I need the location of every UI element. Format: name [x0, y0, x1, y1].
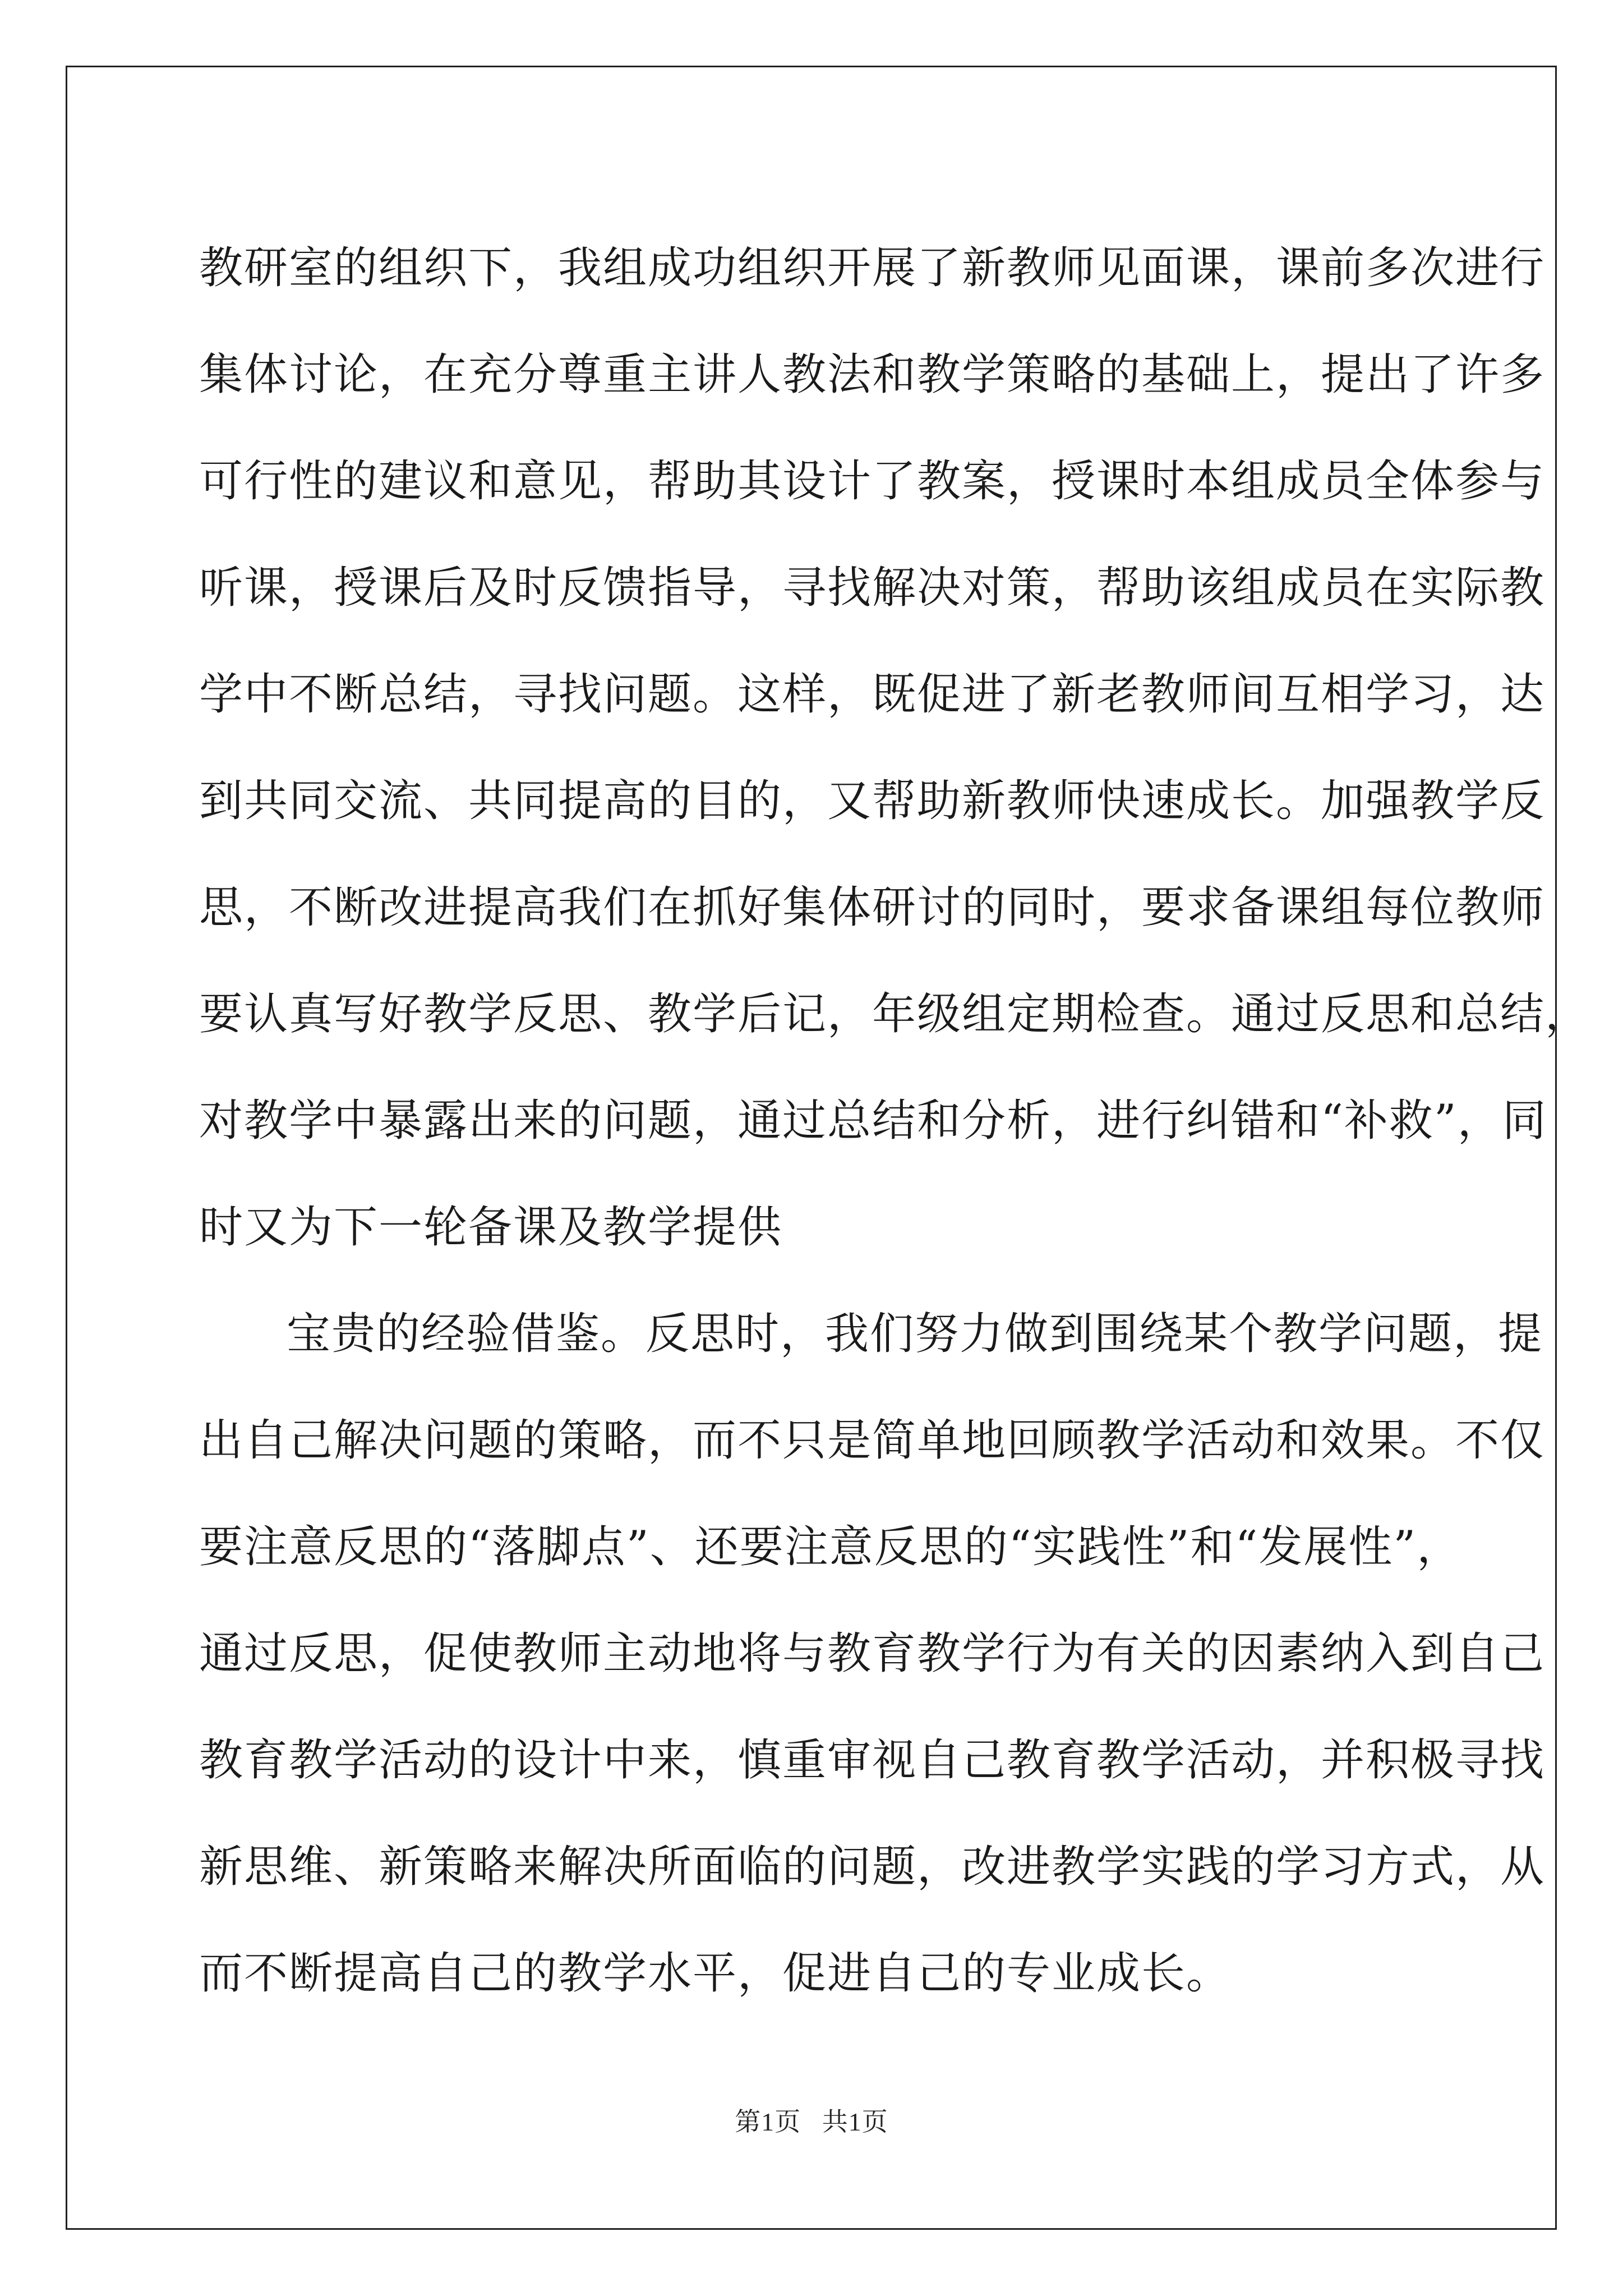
page-number: 第1页 — [735, 2108, 801, 2136]
text-line: 通过反思，促使教师主动地将与教育教学行为有关的因素纳入到自己 — [199, 1628, 1546, 1679]
text-line: 新思维、新策略来解决所面临的问题，改进教学实践的学习方式，从 — [199, 1842, 1546, 1892]
page-footer — [0, 2101, 1623, 2138]
text-line: 宝贵的经验借鉴。反思时，我们努力做到围绕某个教学问题，提 — [287, 1309, 1543, 1359]
text-line: 时又为下一轮备课及教学提供 — [199, 1202, 783, 1253]
text-line: 学中不断总结，寻找问题。这样，既促进了新老教师间互相学习，达 — [199, 669, 1546, 720]
text-line: 要认真写好教学反思、教学后记，年级组定期检查。通过反思和总结， — [199, 989, 1590, 1039]
paragraph-2 — [199, 1281, 1546, 2027]
text-line: 而不断提高自己的教学水平，促进自己的专业成长。 — [199, 1948, 1232, 1999]
page-total: 共1页 — [822, 2108, 888, 2136]
text-line: 对教学中暴露出来的问题，通过总结和分析，进行纠错和“补救”，同 — [199, 1096, 1547, 1146]
text-line: 出自己解决问题的策略，而不只是简单地回顾教学活动和效果。不仅 — [199, 1415, 1546, 1466]
text-line: 到共同交流、共同提高的目的，又帮助新教师快速成长。加强教学反 — [199, 776, 1546, 826]
text-line: 集体讨论，在充分尊重主讲人教法和教学策略的基础上，提出了许多 — [199, 349, 1546, 400]
text-line: 听课，授课后及时反馈指导，寻找解决对策，帮助该组成员在实际教 — [199, 563, 1546, 613]
text-line: 教研室的组织下，我组成功组织开展了新教师见面课，课前多次进行 — [199, 243, 1546, 293]
text-line: 教育教学活动的设计中来，慎重审视自己教育教学活动，并积极寻找 — [199, 1735, 1546, 1786]
document-body — [199, 215, 1590, 2027]
text-line: 可行性的建议和意见，帮助其设计了教案，授课时本组成员全体参与 — [199, 456, 1546, 507]
text-line: 要注意反思的“落脚点”、还要注意反思的“实践性”和“发展性”， — [199, 1522, 1462, 1572]
text-line: 思，不断改进提高我们在抓好集体研讨的同时，要求备课组每位教师 — [199, 882, 1546, 933]
paragraph-1 — [199, 215, 1590, 1281]
